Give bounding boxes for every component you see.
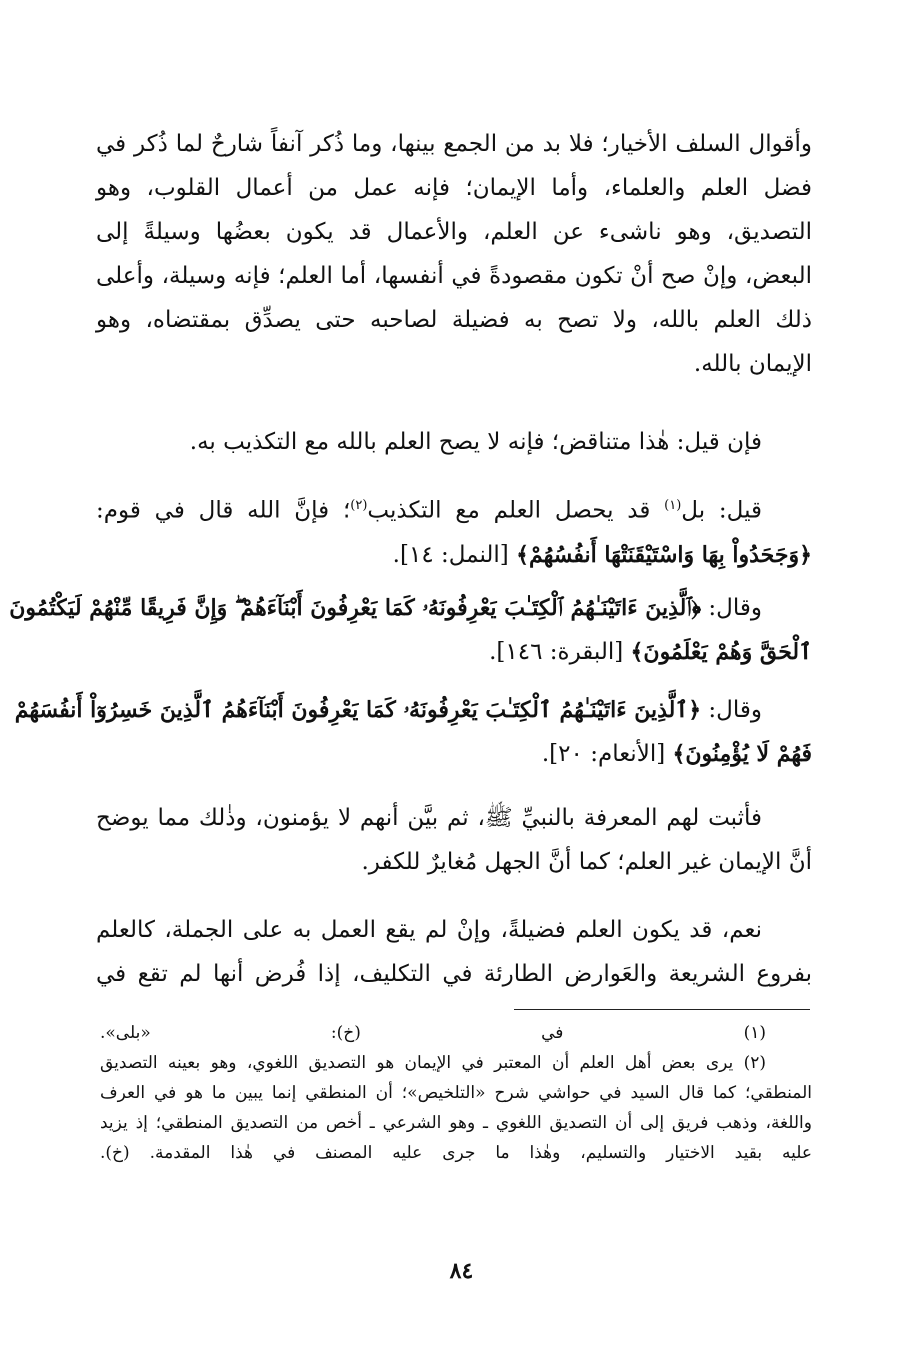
text-line: فأثبت لهم المعرفة بالنبيِّ ﷺ، ثم بيَّن أنهم لا يؤمنون، وذٰلك مما يوضح — [96, 805, 762, 831]
text-run: وقال: — [701, 697, 762, 723]
quran-verse: فَهُمْ لَا يُؤْمِنُونَ﴾ — [672, 741, 812, 767]
footnote-2-line: (٢) يرى بعض أهل العلم أن المعتبر في الإيمان هو التصديق اللغوي، وهو بعينه التصديق — [100, 1053, 766, 1073]
text-run: قد يحصل العلم مع التكذيب — [367, 497, 665, 524]
text-line: فإن قيل: هٰذا متناقض؛ فإنه لا يصح العلم بالله مع التكذيب به. — [189, 429, 762, 455]
footnote-2-line: عليه بقيد الاختيار والتسليم، وهٰذا ما جرى عليه المصنف في هٰذا المقدمة. (خ). — [100, 1143, 812, 1163]
verse-reference: [البقرة: ١٤٦]. — [489, 639, 631, 665]
text-line: نعم، قد يكون العلم فضيلةً، وإنْ لم يقع العمل به على الجملة، كالعلم — [96, 917, 762, 943]
quran-verse: ﴿وَجَحَدُواْ بِهَا وَاسْتَيْقَنَتْهَا أَنفُسُهُمْ﴾ — [516, 541, 812, 568]
paragraph-7 — [96, 908, 812, 996]
text-line: فضل العلم والعلماء، وأما الإيمان؛ فإنه عمل من أعمال القلوب، وهو — [96, 175, 812, 201]
text-line: التصديق، وهو ناشىء عن العلم، والأعمال قد يكون بعضُها وسيلةً إلى — [96, 219, 812, 245]
footnote-2-line: المنطقي؛ كما قال السيد في حواشي شرح «التلخيص»؛ أن المنطقي إنما يبين ما هو في العرف — [100, 1083, 812, 1103]
verse-reference: [الأنعام: ٢٠]. — [541, 741, 673, 767]
text-line — [96, 630, 812, 674]
paragraph-4 — [9, 586, 812, 674]
paragraph-2 — [96, 420, 812, 464]
text-line — [96, 533, 812, 577]
footnote-marker-2: (٢) — [350, 498, 368, 513]
text-run: وقال: — [701, 595, 762, 621]
footnote-divider — [514, 1009, 810, 1010]
paragraph-3 — [96, 484, 812, 577]
footnote-2-line: واللغة، وذهب فريق إلى أن التصديق اللغوي ـ وهو الشرعي ـ أخص من التصديق المنطقي؛ إذ يزيد — [100, 1113, 812, 1133]
text-line — [14, 688, 812, 732]
text-run: ؛ فإنَّ الله قال في قوم: — [96, 497, 351, 524]
text-line — [9, 586, 812, 630]
text-line: بفروع الشريعة والعَوارض الطارئة في التكليف، إذا فُرض أنها لم تقع في — [96, 961, 812, 987]
paragraph-5 — [14, 688, 812, 776]
footnote-1: (١) في (خ): «بلى». — [100, 1023, 766, 1043]
quran-verse: ٱلْحَقَّ وَهُمْ يَعْلَمُونَ﴾ — [630, 639, 812, 665]
text-line — [96, 732, 812, 776]
paragraph-6 — [96, 796, 812, 884]
footnotes — [100, 1018, 812, 1168]
page-number: ٨٤ — [449, 1258, 474, 1284]
text-line: وأقوال السلف الأخيار؛ فلا بد من الجمع بينها، وما ذُكر آنفاً شارحٌ لما ذُكر في — [96, 131, 812, 157]
text-run: قيل: بل — [681, 497, 762, 524]
footnote-marker-1: (١) — [664, 498, 682, 513]
text-line — [96, 484, 812, 533]
text-line: ذلك العلم بالله، ولا تصح به فضيلة لصاحبه حتى يصدِّق بمقتضاه، وهو — [96, 307, 812, 333]
paragraph-1 — [96, 122, 812, 386]
text-line: أنَّ الإيمان غير العلم؛ كما أنَّ الجهل مُغايرٌ للكفر. — [361, 849, 812, 875]
verse-reference: [النمل: ١٤]. — [392, 541, 517, 568]
text-line: البعض، وإنْ صح أنْ تكون مقصودةً في أنفسها، أما العلم؛ فإنه وسيلة، وأعلى — [96, 263, 812, 289]
text-line: الإيمان بالله. — [693, 351, 812, 377]
quran-verse: ﴿ٱلَّذِينَ ءَاتَيْنَـٰهُمُ ٱلْكِتَـٰبَ يَعْرِفُونَهُۥ كَمَا يَعْرِفُونَ أَبْنَآءَهُمْ ۖ وَإِنَّ فَرِيقًا مِّنْهُمْ لَيَكْتُمُونَ — [9, 595, 702, 621]
quran-verse: ﴿ٱلَّذِينَ ءَاتَيْنَـٰهُمُ ٱلْكِتَـٰبَ يَعْرِفُونَهُۥ كَمَا يَعْرِفُونَ أَبْنَآءَهُمُ ٱلَّذِينَ خَسِرُوٓاْ أَنفُسَهُمْ — [14, 697, 702, 723]
